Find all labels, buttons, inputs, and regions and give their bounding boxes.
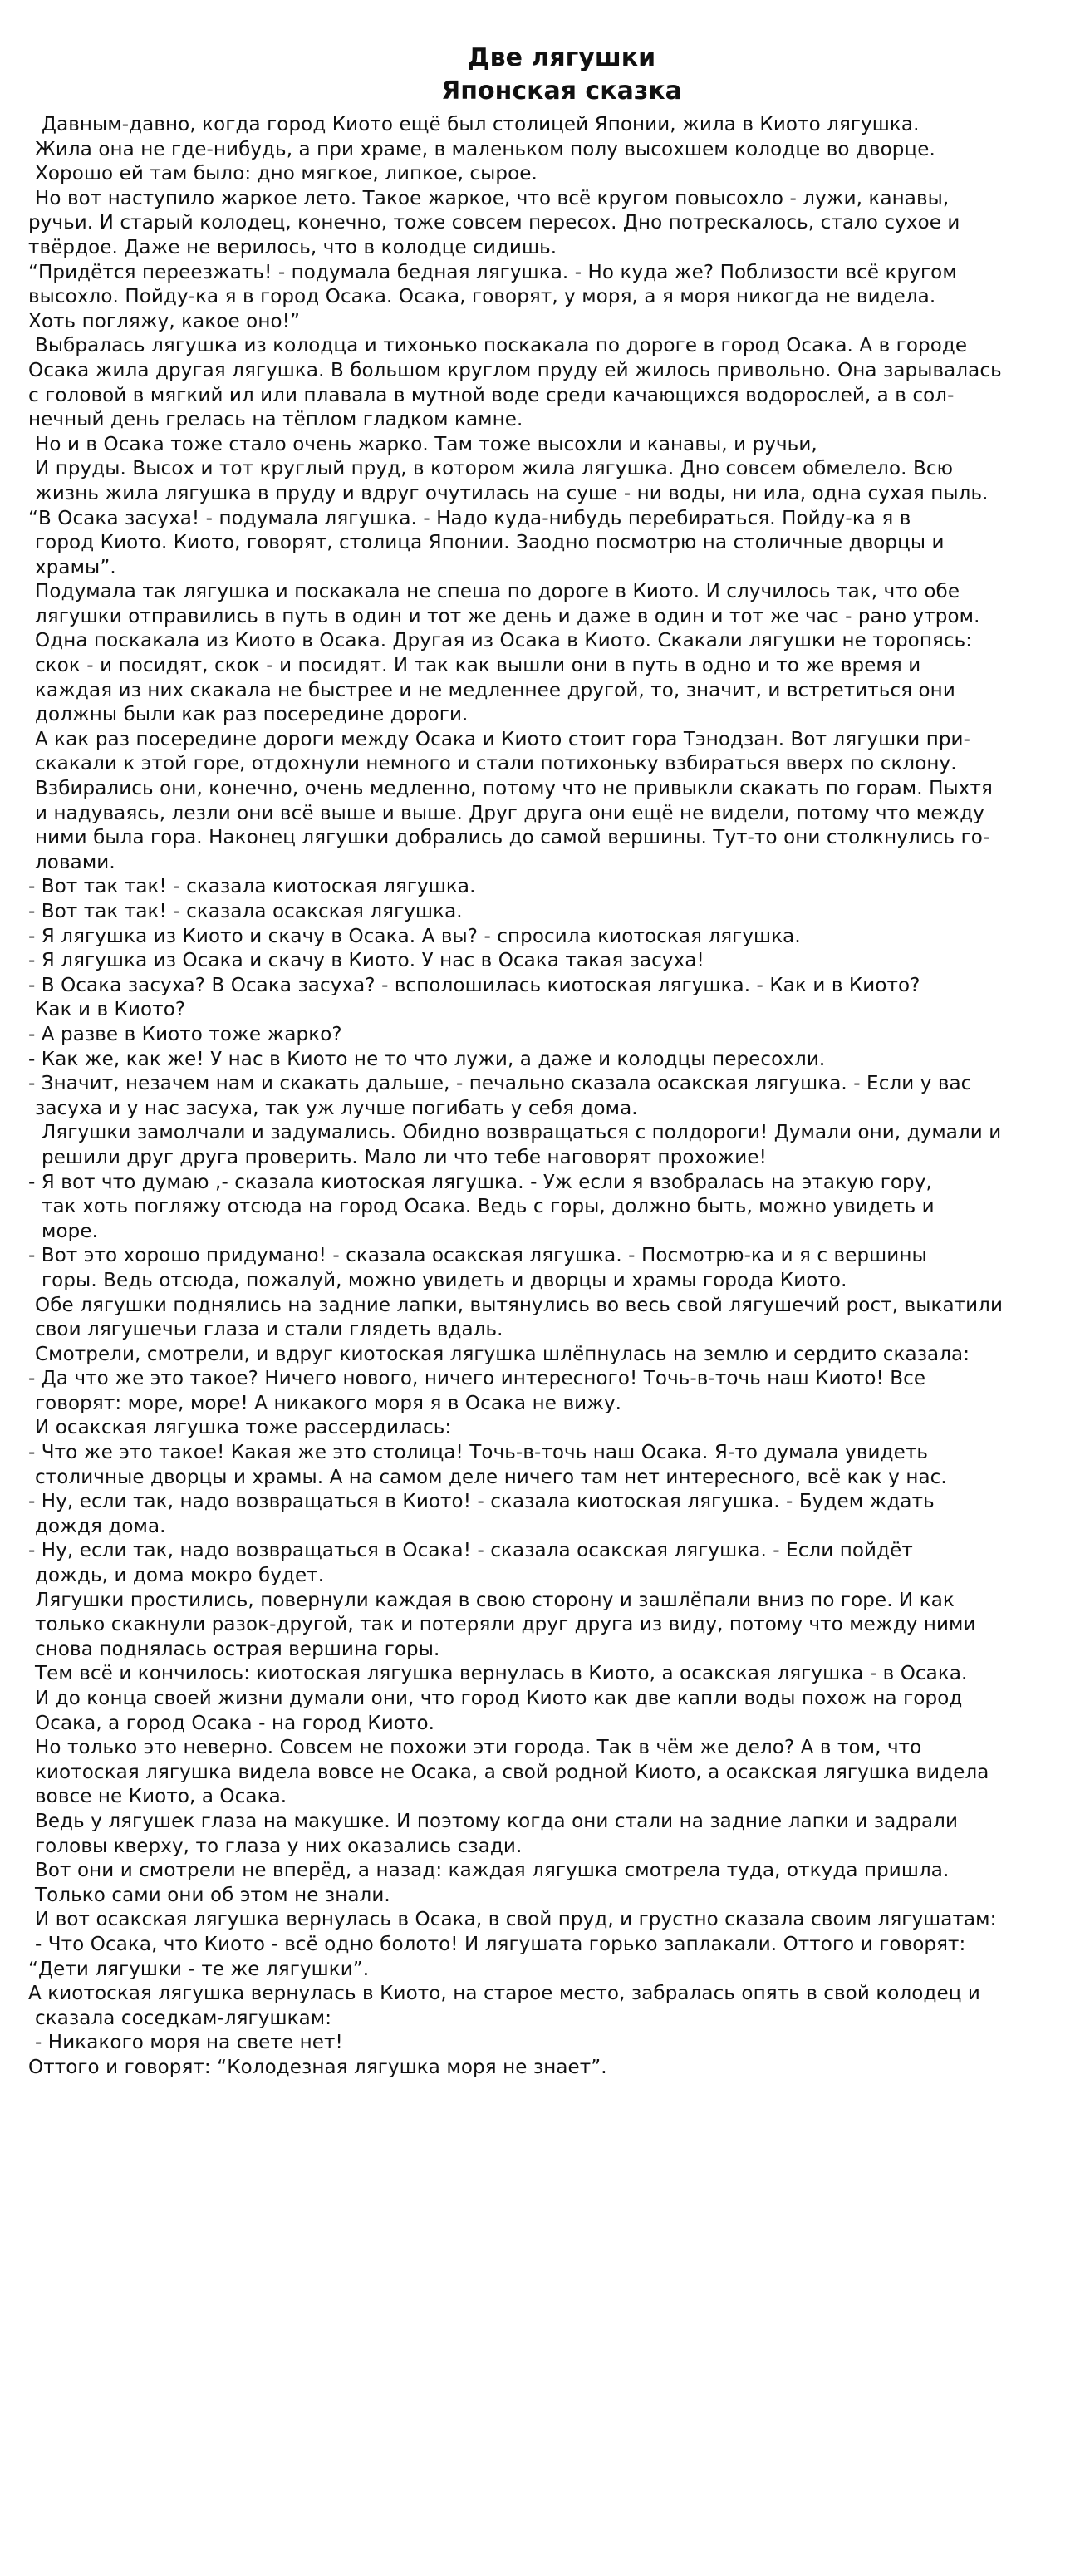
text-line: храмы”. — [35, 556, 116, 578]
text-line: вовсе не Киото, а Осака. — [35, 1786, 287, 1808]
text-line: Лягушки замолчали и задумались. Обидно возвращаться с полдороги! Думали они, думали и — [42, 1122, 1002, 1144]
text-line: столичные дворцы и храмы. А на самом деле ничего там нет интересного, всё как у нас. — [35, 1466, 947, 1488]
text-line: Хоть погляжу, какое оно!” — [28, 310, 301, 332]
story-body — [28, 113, 1055, 2081]
text-line: горы. Ведь отсюда, пожалуй, можно увидеть и дворцы и храмы города Киото. — [42, 1269, 847, 1291]
text-line: снова поднялась острая вершина горы. — [35, 1638, 440, 1660]
text-line: Взбирались они, конечно, очень медленно, потому что не привыкли скакать по горам. Пыхтя — [35, 778, 993, 800]
text-line: нечный день грелась на тёплом гладком камне. — [28, 409, 523, 431]
text-line: - Значит, незачем нам и скакать дальше, - печально сказала осакская лягушка. - Если у вас — [28, 1073, 972, 1095]
text-line: Но вот наступило жаркое лето. Такое жаркое, что всё кругом повысохло - лужи, канавы, — [35, 187, 950, 209]
text-line: И вот осакская лягушка вернулась в Осака, в свой пруд, и грустно сказала своим лягушатам: — [35, 1909, 997, 1931]
text-line: засуха и у нас засуха, так уж лучше погибать у себя дома. — [35, 1097, 638, 1119]
text-line: скок - и посидят, скок - и посидят. И так как вышли они в путь в одно и то же время и — [35, 655, 921, 677]
text-line: Подумала так лягушка и поскакала не спеша по дороге в Киото. И случилось так, что обе — [35, 581, 960, 603]
text-line: с головой в мягкий ил или плавала в мутной воде среди качающихся водорослей, а в сол- — [28, 384, 955, 406]
text-line: жизнь жила лягушка в пруду и вдруг очутилась на суше - ни воды, ни ила, одна сухая пыль. — [35, 482, 989, 504]
text-line: и надуваясь, лезли они всё выше и выше. Друг друга они ещё не видели, потому что между — [35, 802, 985, 824]
text-line: “Дети лягушки - те же лягушки”. — [28, 1958, 370, 1980]
text-line: Только сами они об этом не знали. — [35, 1884, 390, 1906]
text-line: киотоская лягушка видела вовсе не Осака, а свой родной Киото, а осакская лягушка видела — [35, 1761, 989, 1783]
text-line: говорят: море, море! А никакого моря я в Осака не вижу. — [35, 1392, 622, 1414]
text-line: Но только это неверно. Совсем не похожи эти города. Так в чём же дело? А в том, что — [35, 1737, 922, 1759]
text-line: Тем всё и кончилось: киотоская лягушка вернулась в Киото, а осакская лягушка - в Осака. — [35, 1663, 968, 1685]
text-line: - Что же это такое! Какая же это столица! Точь-в-точь наш Осака. Я-то думала увидеть — [28, 1442, 928, 1464]
text-line: Выбралась лягушка из колодца и тихонько поскакала по дороге в город Осака. А в городе — [35, 335, 968, 357]
text-line: - Ну, если так, надо возвращаться в Киото! - сказала киотоская лягушка. - Будем ждать — [28, 1491, 935, 1513]
text-line: свои лягушечьи глаза и стали глядеть вдаль. — [35, 1319, 503, 1341]
text-line: Оттого и говорят: “Колодезная лягушка моря не знает”. — [28, 2056, 607, 2078]
text-line: Осака, а город Осака - на город Киото. — [35, 1712, 435, 1734]
text-line: - Да что же это такое? Ничего нового, ничего интересного! Точь-в-точь наш Киото! Все — [28, 1368, 926, 1390]
text-line: - Как же, как же! У нас в Киото не то что лужи, а даже и колодцы пересохли. — [28, 1048, 826, 1070]
text-line: дождя дома. — [35, 1515, 166, 1537]
text-line: И осакская лягушка тоже рассердилась: — [35, 1417, 452, 1439]
text-line: - Вот так так! - сказала осакская лягушка. — [28, 901, 463, 922]
text-line: А как раз посередине дороги между Осака и Киото стоит гора Тэнодзан. Вот лягушки при- — [35, 728, 971, 750]
text-line: - В Осака засуха? В Осака засуха? - всполошилась киотоская лягушка. - Как и в Киото? — [28, 974, 920, 996]
text-line: скакали к этой горе, отдохнули немного и стали потихоньку взбираться вверх по склону. — [35, 753, 957, 775]
text-line: сказала соседкам-лягушкам: — [35, 2007, 332, 2029]
text-line: так хоть погляжу отсюда на город Осака. Ведь с горы, должно быть, можно увидеть и — [42, 1196, 935, 1218]
text-line: ними была гора. Наконец лягушки добрались до самой вершины. Тут-то они столкнулись го- — [35, 827, 990, 849]
text-line: каждая из них скакала не быстрее и не медленнее другой, то, значит, и встретиться они — [35, 679, 955, 701]
text-line: Как и в Киото? — [35, 999, 186, 1021]
text-line: Обе лягушки поднялись на задние лапки, вытянулись во весь свой лягушечий рост, выкатили — [35, 1294, 1004, 1316]
text-line: И до конца своей жизни думали они, что город Киото как две капли воды похож на город — [35, 1688, 963, 1709]
text-line: - Вот это хорошо придумано! - сказала осакская лягушка. - Посмотрю-ка и я с вершины — [28, 1245, 927, 1267]
text-line: - А разве в Киото тоже жарко? — [28, 1023, 342, 1045]
text-line: - Ну, если так, надо возвращаться в Осака! - сказала осакская лягушка. - Если пойдёт — [28, 1540, 913, 1562]
text-line: Вот они и смотрели не вперёд, а назад: каждая лягушка смотрела туда, откуда пришла. — [35, 1860, 950, 1882]
text-line: высохло. Пойду-ка я в город Осака. Осака, говорят, у моря, а я моря никогда не видела. — [28, 286, 936, 308]
text-line: Хорошо ей там было: дно мягкое, липкое, сырое. — [35, 163, 538, 185]
text-line: Смотрели, смотрели, и вдруг киотоская лягушка шлёпнулась на землю и сердито сказала: — [35, 1343, 970, 1365]
story-title: Две лягушки — [467, 43, 656, 72]
text-line: - Я лягушка из Осака и скачу в Киото. У нас в Осака такая засуха! — [28, 950, 704, 972]
text-line: - Я вот что думаю ,- сказала киотоская лягушка. - Уж если я взобралась на этакую гору, — [28, 1171, 932, 1193]
text-line: “Придётся переезжать! - подумала бедная лягушка. - Но куда же? Поблизости всё кругом — [28, 261, 957, 283]
text-line: А киотоская лягушка вернулась в Киото, на старое место, забралась опять в свой колодец и — [28, 1983, 980, 2005]
text-line: - Никакого моря на свете нет! — [35, 2032, 343, 2054]
text-line: море. — [42, 1220, 98, 1242]
text-line: - Что Осака, что Киото - всё одно болото! И лягушата горько заплакали. Оттого и говорят: — [35, 1933, 966, 1955]
text-line: Ведь у лягушек глаза на макушке. И поэтому когда они стали на задние лапки и задрали — [35, 1810, 959, 1832]
text-line: Лягушки простились, повернули каждая в свою сторону и зашлёпали вниз по горе. И как — [35, 1589, 955, 1611]
text-line: И пруды. Высох и тот круглый пруд, в котором жила лягушка. Дно совсем обмелело. Всю — [35, 458, 954, 480]
text-line: решили друг друга проверить. Мало ли что тебе наговорят прохожие! — [42, 1146, 767, 1168]
text-line: ручьи. И старый колодец, конечно, тоже совсем пересох. Дно потрескалось, стало сухое и — [28, 212, 960, 234]
text-line: лягушки отправились в путь в один и тот же день и даже в один и тот же час - рано утром. — [35, 605, 980, 627]
text-line: твёрдое. Даже не верилось, что в колодце сидишь. — [28, 236, 557, 258]
text-line: Одна поскакала из Киото в Осака. Другая из Осака в Киото. Скакали лягушки не торопясь: — [35, 630, 973, 652]
text-line: город Киото. Киото, говорят, столица Японии. Заодно посмотрю на столичные дворцы и — [35, 532, 945, 554]
text-line: ловами. — [35, 851, 115, 873]
text-line: - Я лягушка из Киото и скачу в Осака. А вы? - спросила киотоская лягушка. — [28, 925, 801, 947]
text-line: “В Осака засуха! - подумала лягушка. - Надо куда-нибудь перебираться. Пойду-ка я в — [28, 507, 911, 529]
text-line: головы кверху, то глаза у них оказались сзади. — [35, 1835, 523, 1857]
story-page — [28, 42, 1055, 2081]
text-line: Осака жила другая лягушка. В большом круглом пруду ей жилось привольно. Она зарывалась — [28, 359, 1002, 381]
text-line: дождь, и дома мокро будет. — [35, 1565, 325, 1587]
text-line: Но и в Осака тоже стало очень жарко. Там тоже высохли и канавы, и ручьи, — [35, 433, 817, 455]
text-line: - Вот так так! - сказала киотоская лягушка. — [28, 876, 476, 898]
text-line: Давным-давно, когда город Киото ещё был столицей Японии, жила в Киото лягушка. — [42, 114, 920, 135]
story-subtitle: Японская сказка — [441, 76, 682, 106]
text-line: должны были как раз посередине дороги. — [35, 704, 469, 726]
text-line: Жила она не где-нибудь, а при храме, в маленьком полу высохшем колодце во дворце. — [35, 138, 935, 160]
text-line: только скакнули разок-другой, так и потеряли друг друга из виду, потому что между ними — [35, 1614, 976, 1636]
